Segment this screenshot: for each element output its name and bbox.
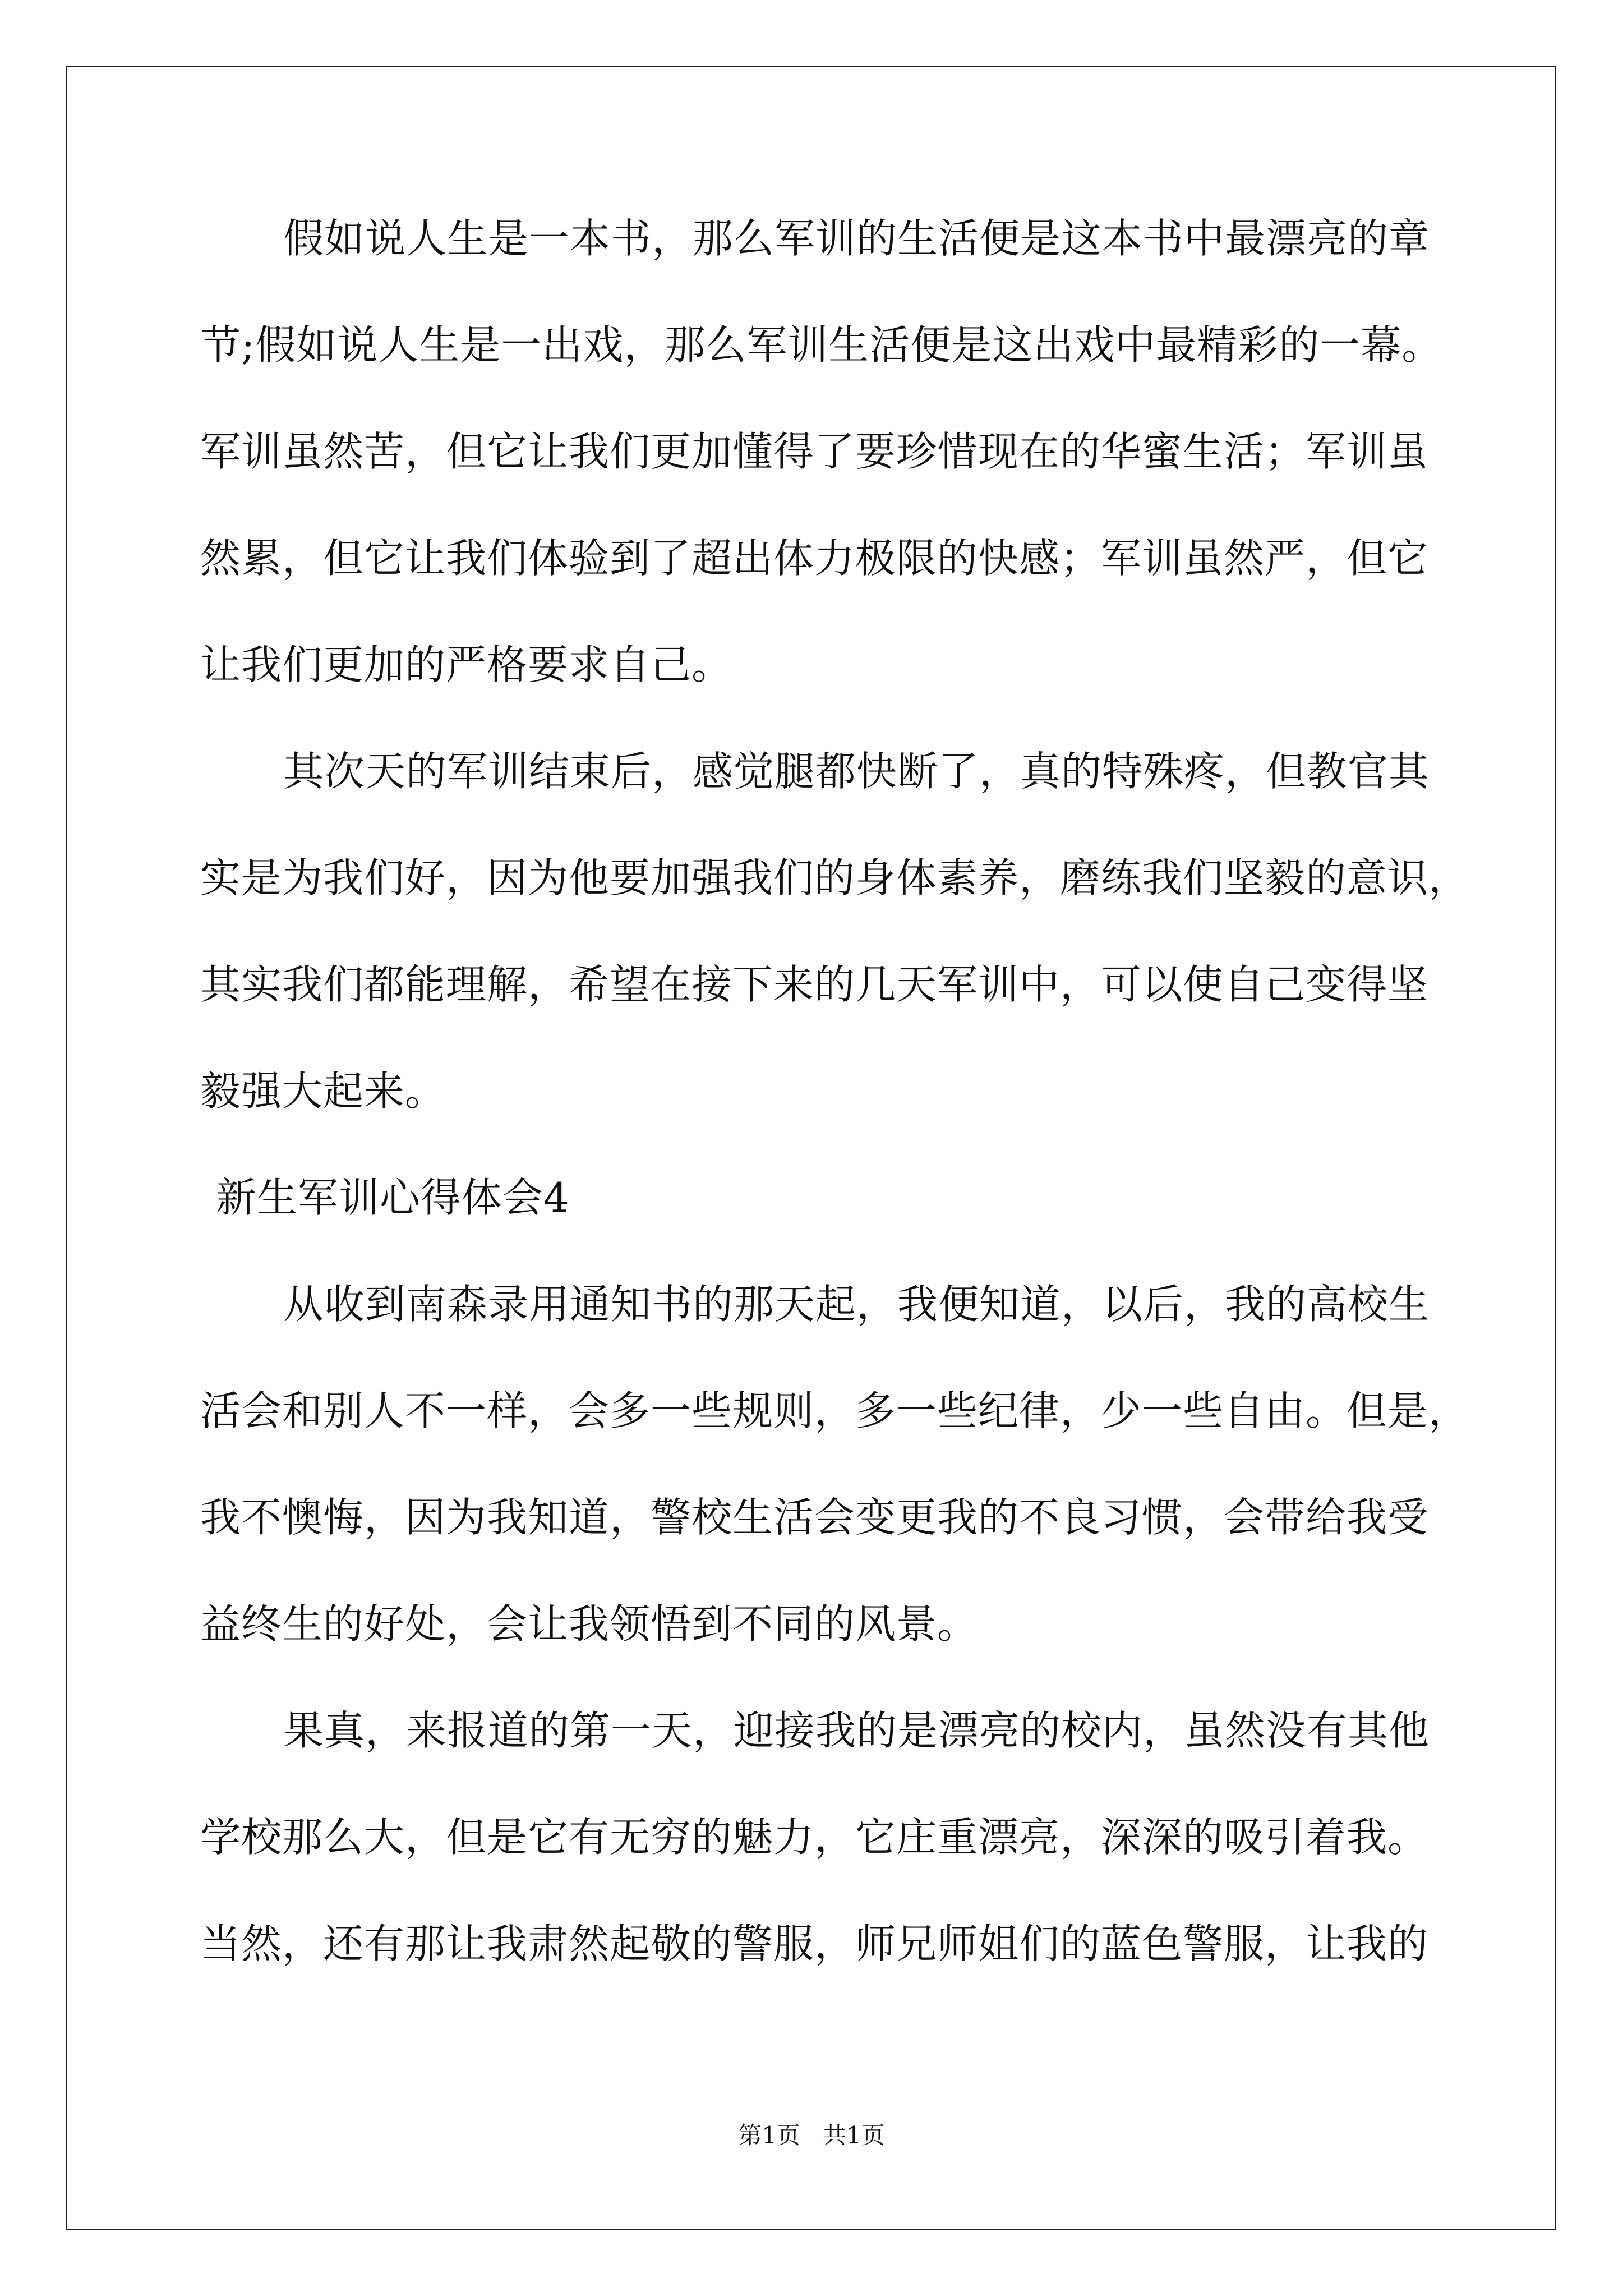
paragraph-3-line-4: 益终生的好处，会让我领悟到不同的风景。 xyxy=(200,1600,979,1648)
paragraph-1-line-2: 节;假如说人生是一出戏，那么军训生活便是这出戏中最精彩的一幕。 xyxy=(200,321,1443,369)
paragraph-2-line-2: 实是为我们好，因为他要加强我们的身体素养，磨练我们坚毅的意识， xyxy=(200,854,1470,901)
paragraph-4-line-1: 果真，来报道的第一天，迎接我的是漂亮的校内，虽然没有其他 xyxy=(283,1707,1430,1754)
paragraph-1-line-5: 让我们更加的严格要求自己。 xyxy=(200,641,733,688)
page-border xyxy=(66,66,1556,2230)
page-footer: 第1页 共1页 xyxy=(738,2122,885,2149)
paragraph-1-line-3: 军训虽然苦，但它让我们更加懂得了要珍惜现在的华蜜生活；军训虽 xyxy=(200,428,1429,475)
paragraph-2-line-4: 毅强大起来。 xyxy=(200,1068,446,1115)
paragraph-2-line-3: 其实我们都能理解，希望在接下来的几天军训中，可以使自己变得坚 xyxy=(200,961,1429,1008)
paragraph-4-line-3: 当然，还有那让我肃然起敬的警服，师兄师姐们的蓝色警服，让我的 xyxy=(200,1920,1429,1967)
paragraph-3-line-1: 从收到南森录用通知书的那天起，我便知道，以后，我的高校生 xyxy=(283,1281,1430,1328)
paragraph-3-line-3: 我不懊悔，因为我知道，警校生活会变更我的不良习惯，会带给我受 xyxy=(200,1494,1429,1541)
paragraph-1-line-1: 假如说人生是一本书，那么军训的生活便是这本书中最漂亮的章 xyxy=(283,215,1430,262)
paragraph-1-line-4: 然累，但它让我们体验到了超出体力极限的快感；军训虽然严，但它 xyxy=(200,535,1429,582)
paragraph-3-line-2: 活会和别人不一样，会多一些规则，多一些纪律，少一些自由。但是， xyxy=(200,1387,1470,1434)
section-heading: 新生军训心得体会4 xyxy=(216,1174,570,1221)
paragraph-4-line-2: 学校那么大，但是它有无穷的魅力，它庄重漂亮，深深的吸引着我。 xyxy=(200,1814,1429,1861)
paragraph-2-line-1: 其次天的军训结束后，感觉腿都快断了，真的特殊疼，但教官其 xyxy=(283,748,1430,795)
